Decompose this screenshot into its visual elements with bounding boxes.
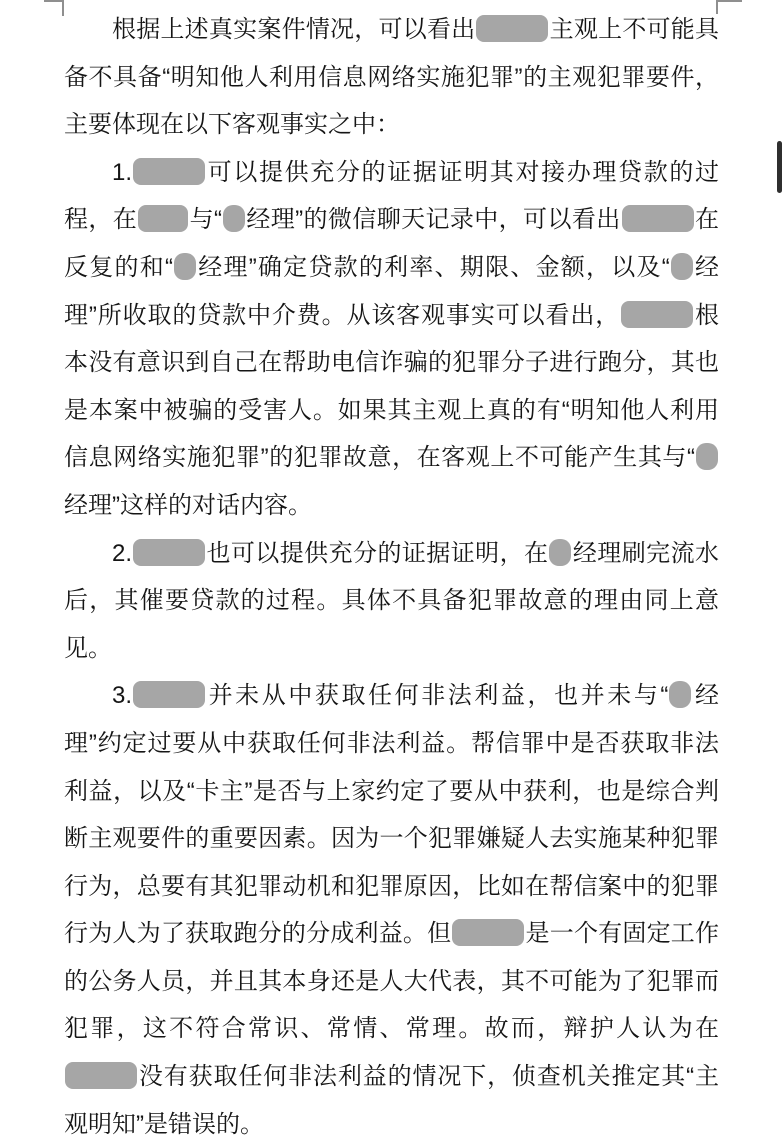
text-run: 也可以提供充分的证据证明，在 xyxy=(206,539,549,567)
text-run: 经理”确定贷款的利率、期限、金额，以及“ xyxy=(196,253,670,281)
scrollbar-thumb[interactable] xyxy=(777,141,782,193)
redaction-box xyxy=(65,1062,137,1089)
paragraph xyxy=(64,149,719,530)
redaction-box xyxy=(549,539,571,566)
text-run: 在反复的和“ xyxy=(64,206,720,281)
redaction-box xyxy=(621,301,693,328)
text-run: 可以提供充分的证据证明其对接办理贷款的过程，在 xyxy=(64,158,719,234)
redaction-box xyxy=(696,443,718,470)
redaction-box xyxy=(671,253,693,280)
text-run: 经理刷完流水后，其催要贷款的过程。具体不具备犯罪故意的理由同上意见。 xyxy=(64,539,720,662)
text-run: 根本没有意识到自己在帮助电信诈骗的犯罪分子进行跑分，其也是本案中被骗的受害人。如果其主观上真的有“明知他人利用信息网络实施犯罪”的犯罪故意，在客观上不可能产生其与“ xyxy=(64,301,719,472)
text-run: 没有获取任何非法利益的情况下，侦查机关推定其“主观明知”是错误的。 xyxy=(64,1063,719,1138)
redaction-box xyxy=(223,205,245,232)
redaction-box xyxy=(133,539,205,566)
text-run: 经理”所收取的贷款中介费。从该客观事实可以看出， xyxy=(64,253,720,329)
text-run: 是一个有固定工作的公务人员，并且其本身还是人大代表，其不可能为了犯罪而犯罪，这不符合常识、常情、常理。故而，辩护人认为在 xyxy=(64,920,720,1043)
redaction-box xyxy=(452,919,524,946)
margin-corner-mark-right xyxy=(716,0,742,14)
redaction-box xyxy=(476,15,548,42)
redaction-box xyxy=(138,205,188,232)
redaction-box xyxy=(133,681,205,708)
document-body xyxy=(64,6,719,1148)
text-run: 经理”这样的对话内容。 xyxy=(64,491,312,519)
text-run: 经理”的微信聊天记录中，可以看出 xyxy=(245,206,621,234)
redaction-box xyxy=(174,253,196,280)
text-run: 根据上述真实案件情况，可以看出 xyxy=(112,16,476,43)
text-run: 主观上不可能具备不具备“明知他人利用信息网络实施犯罪”的主观犯罪要件，主要体现在以下客观事实之中： xyxy=(64,16,720,139)
paragraph xyxy=(64,672,719,1148)
paragraph xyxy=(64,6,719,149)
text-run: 与“ xyxy=(189,206,222,234)
redaction-box xyxy=(133,158,205,185)
text-run: 3. xyxy=(112,682,133,710)
margin-corner-mark-left xyxy=(44,0,64,16)
paragraph xyxy=(64,530,719,673)
text-run: 2. xyxy=(112,539,133,567)
redaction-box xyxy=(622,205,694,232)
text-run: 经理”约定过要从中获取任何非法利益。帮信罪中是否获取非法利益，以及“卡主”是否与上家约定了要从中获利，也是综合判断主观要件的重要因素。因为一个犯罪嫌疑人去实施某种犯罪行为，总要有其犯罪动机和犯罪原因，比如在帮信案中的犯罪行为人为了获取跑分的分成利益。但 xyxy=(64,682,719,948)
text-run: 并未从中获取任何非法利益，也并未与“ xyxy=(206,682,669,710)
redaction-box xyxy=(669,681,691,708)
text-run: 1. xyxy=(112,158,133,186)
